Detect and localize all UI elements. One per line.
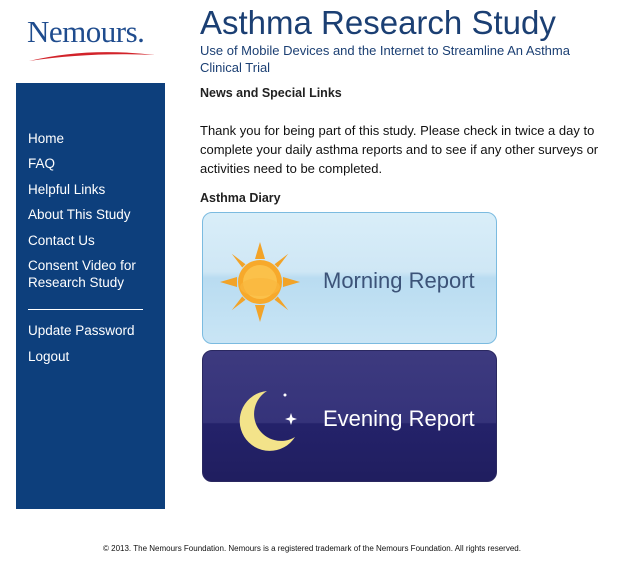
sidebar-item-contact-us[interactable]: Contact Us (28, 233, 95, 248)
sidebar-item-helpful-links[interactable]: Helpful Links (28, 182, 106, 197)
news-heading: News and Special Links (200, 86, 342, 100)
footer-copyright: © 2013. The Nemours Foundation. Nemours is a registered trademark of the Nemours Foundation. All rights reserved. (103, 544, 521, 553)
sidebar-item-logout[interactable]: Logout (28, 349, 70, 364)
logo-swoosh-icon (27, 49, 157, 63)
sidebar-item-update-password[interactable]: Update Password (28, 323, 135, 338)
sidebar-item-home[interactable]: Home (28, 131, 65, 146)
nemours-logo[interactable] (27, 14, 157, 66)
morning-report-button[interactable] (202, 212, 497, 344)
page-title: Asthma Research Study (200, 4, 556, 41)
asthma-diary-heading: Asthma Diary (200, 191, 281, 205)
sidebar-item-consent-video[interactable]: Consent Video for Research Study (28, 258, 136, 290)
star-icon (285, 413, 297, 425)
logo-dot: . (137, 14, 145, 49)
page-subtitle: Use of Mobile Devices and the Internet to Streamline An Asthma Clinical Trial (200, 43, 570, 75)
evening-report-label: Evening Report (323, 406, 475, 431)
sidebar-divider (28, 309, 143, 310)
intro-text: Thank you for being part of this study. Please check in twice a day to complete your daily asthma reports and to see if any other surveys or activities need to be completed. (200, 123, 599, 176)
logo-text: Nemours (27, 14, 138, 49)
sidebar-item-about-this-study[interactable]: About This Study (28, 207, 131, 222)
sidebar-item-faq[interactable]: FAQ (28, 156, 56, 171)
evening-report-button[interactable] (202, 350, 497, 482)
morning-report-label: Morning Report (323, 268, 475, 293)
sidebar-nav (16, 83, 165, 509)
sun-icon (217, 239, 303, 325)
